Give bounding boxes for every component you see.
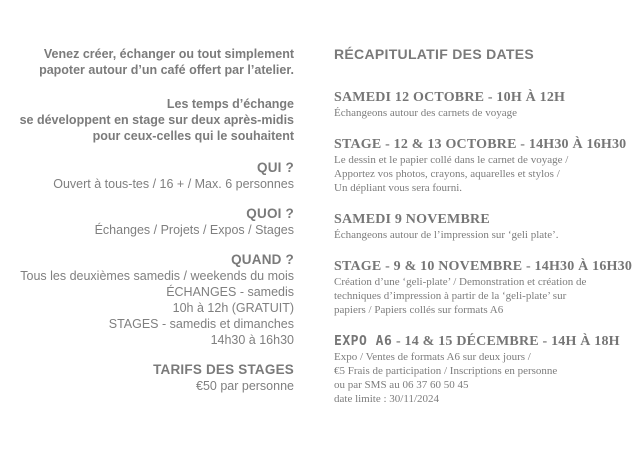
- event-title: [334, 333, 634, 350]
- event-item: [334, 333, 634, 406]
- intro-line: Les temps d’échange: [166, 97, 294, 111]
- section-line: STAGES - samedis et dimanches: [108, 317, 294, 331]
- section-heading: QUAND ?: [231, 252, 294, 267]
- section-quoi: [12, 206, 294, 238]
- event-title-text: - 14 & 15 DÉCEMBRE - 14H À 18H: [392, 334, 620, 349]
- event-line: Expo / Ventes de formats A6 sur deux jours /: [334, 351, 531, 363]
- recap-title: RÉCAPITULATIF DES DATES: [334, 46, 535, 62]
- event-line: techniques d’impression à partir de la ‘geli-plate’ sur: [334, 290, 567, 302]
- section-line: €50 par personne: [196, 379, 294, 393]
- section-heading: QUOI ?: [246, 206, 294, 221]
- event-title: STAGE - 12 & 13 OCTOBRE - 14H30 À 16H30: [334, 137, 627, 152]
- section-line: Tous les deuxièmes samedis / weekends du mois: [20, 269, 294, 283]
- intro-line: papoter autour d’un café offert par l’atelier.: [39, 63, 294, 77]
- event-line: papiers / Papiers collés sur formats A6: [334, 304, 504, 316]
- section-heading: TARIFS DES STAGES: [153, 362, 294, 377]
- intro-text-2: [12, 96, 294, 144]
- intro-text: [12, 46, 294, 78]
- event-item: [334, 136, 634, 195]
- event-line: ou par SMS au 06 37 60 50 45: [334, 379, 469, 391]
- intro-line: pour ceux-celles qui le souhaitent: [92, 129, 294, 143]
- section-quand: [12, 252, 294, 348]
- event-line: Échangeons autour de l’impression sur ‘geli plate’.: [334, 229, 559, 241]
- event-title: SAMEDI 12 OCTOBRE - 10H À 12H: [334, 90, 566, 105]
- section-heading: QUI ?: [257, 160, 294, 175]
- event-line: Échangeons autour des carnets de voyage: [334, 107, 517, 119]
- event-item: [334, 211, 634, 242]
- left-column: [12, 46, 294, 394]
- event-line: Un dépliant vous sera fourni.: [334, 182, 462, 194]
- event-item: [334, 89, 634, 120]
- expo-label: EXPO A6: [334, 334, 393, 349]
- right-column: [334, 46, 634, 406]
- section-line: Ouvert à tous-tes / 16 + / Max. 6 personnes: [53, 177, 294, 191]
- event-line: €5 Frais de participation / Inscriptions en personne: [334, 365, 558, 377]
- intro-line: Venez créer, échanger ou tout simplement: [43, 47, 294, 61]
- section-tarifs: [12, 362, 294, 394]
- section-line: 10h à 12h (GRATUIT): [172, 301, 294, 315]
- event-line: Apportez vos photos, crayons, aquarelles et stylos /: [334, 168, 560, 180]
- section-line: 14h30 à 16h30: [210, 333, 294, 347]
- event-line: date limite : 30/11/2024: [334, 393, 439, 405]
- event-title: STAGE - 9 & 10 NOVEMBRE - 14H30 À 16H30: [334, 259, 633, 274]
- section-qui: [12, 160, 294, 192]
- section-line: Échanges / Projets / Expos / Stages: [94, 223, 294, 237]
- event-item: [334, 258, 634, 317]
- event-line: Création d’une ‘geli-plate’ / Demonstration et création de: [334, 276, 587, 288]
- intro-line: se développent en stage sur deux après-midis: [19, 113, 294, 127]
- event-line: Le dessin et le papier collé dans le carnet de voyage /: [334, 154, 569, 166]
- event-title: SAMEDI 9 NOVEMBRE: [334, 212, 490, 227]
- section-line: ÉCHANGES - samedis: [166, 285, 294, 299]
